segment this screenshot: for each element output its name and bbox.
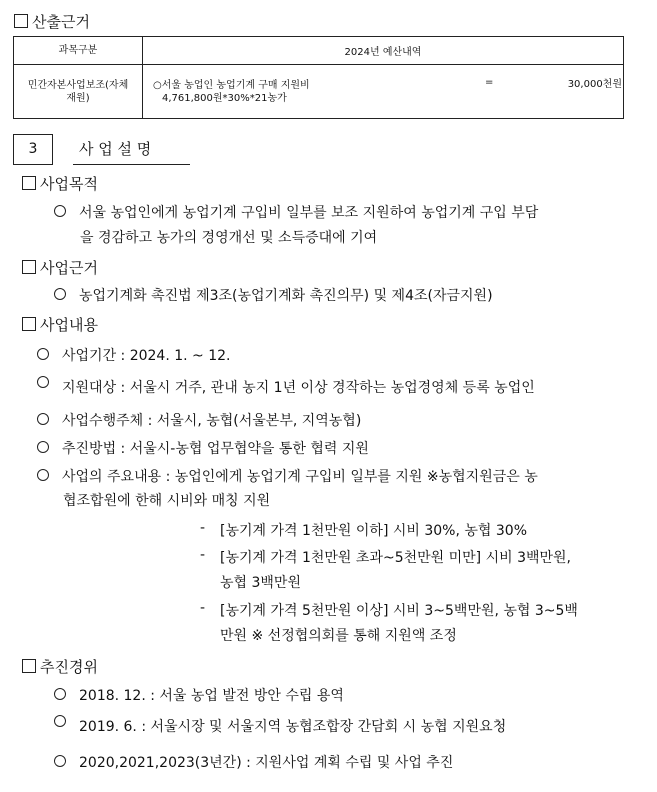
row-category-line1: 민간자본사업보조(자체 [27,79,129,91]
circle-bullet-icon [54,715,66,727]
method-text: 추진방법 : 서울시-농협 업무협약을 통한 협력 지원 [62,441,369,457]
tier-dash: - [200,600,206,616]
circle-bullet-icon [37,348,49,360]
history-item-text: 2019. 6. : 서울시장 및 서울지역 농협조합장 간담회 시 농협 지원요청 [79,719,507,735]
tier-line1: [농기계 가격 5천만원 이상] 시비 3~5백만원, 농협 3~5백 [220,603,578,619]
row-category-line2: 재원) [66,92,90,104]
content-main [37,466,538,486]
circle-bullet-icon [54,205,66,217]
budget-table [13,36,624,119]
header-category: 과목구분 [14,37,143,65]
checkbox-square-icon [22,176,36,190]
basis-section-heading [22,257,98,278]
history-heading-label: 추진경위 [40,658,98,676]
row-category [14,65,143,119]
tier-line1: [농기계 가격 1천만원 초과~5천만원 미만] 시비 3백만원, [220,550,572,566]
tier-line1: [농기계 가격 1천만원 이하] 시비 30%, 농협 30% [220,523,528,539]
table-row [14,65,624,119]
tier-line2: 농협 3백만원 [220,575,301,591]
checkbox-square-icon [22,659,36,673]
legal-basis-text: 농업기계화 촉진법 제3조(농업기계화 촉진의무) 및 제4조(자금지원) [79,288,493,304]
checkbox-square-icon [22,317,36,331]
content-heading-label: 사업내용 [40,316,98,334]
row-item: ○서울 농업인 농업기계 구매 지원비 [153,80,310,91]
section-title: 사 업 설 명 [79,140,152,158]
purpose-text-line1: 서울 농업인에게 농업기계 구입비 일부를 보조 지원하여 농업기계 구입 부담 [79,205,539,221]
row-detail [143,65,624,119]
circle-bullet-icon [37,413,49,425]
tier-line2: 만원 ※ 선정협의회를 통해 지원액 조정 [220,628,457,644]
history-item [54,752,453,772]
purpose-heading [22,173,98,194]
content-method [37,438,369,458]
basis-heading [14,11,90,32]
section-number-box: 3 [13,134,53,165]
row-formula: 4,761,800원*30%*21농가 [162,93,287,104]
main-text-line1: 사업의 주요내용 : 농업인에게 농업기계 구입비 일부를 지원 ※농협지원금은 농 [62,469,538,485]
table-header-row [14,37,624,65]
history-item [54,715,506,736]
legal-basis-bullet [54,285,493,305]
basis-title: 산출근거 [32,13,90,31]
section-title-underline [73,164,190,165]
circle-bullet-icon [37,469,49,481]
purpose-heading-label: 사업목적 [40,175,98,193]
period-text: 사업기간 : 2024. 1. ~ 12. [62,348,231,364]
circle-bullet-icon [37,441,49,453]
checkbox-square-icon [22,260,36,274]
executor-text: 사업수행주체 : 서울시, 농협(서울본부, 지역농협) [62,413,362,429]
circle-bullet-icon [54,288,66,300]
row-equals: = [485,77,494,88]
content-period [37,345,231,365]
circle-bullet-icon [37,376,49,388]
tier-dash: - [200,520,206,536]
content-target [37,376,535,397]
legal-basis-heading: 사업근거 [40,259,98,277]
history-item [54,685,344,705]
main-text-line2: 협조합원에 한해 시비와 매칭 지원 [63,493,271,509]
row-amount: 30,000천원 [567,79,622,90]
checkbox-square-icon [14,14,28,28]
history-item-text: 2020,2021,2023(3년간) : 지원사업 계획 수립 및 사업 추진 [79,755,454,771]
tier-dash: - [200,547,206,563]
purpose-text-line2: 을 경감하고 농가의 경영개선 및 소득증대에 기여 [80,230,378,246]
history-heading [22,656,98,677]
circle-bullet-icon [54,688,66,700]
content-heading [22,314,98,335]
history-item-text: 2018. 12. : 서울 농업 발전 방안 수립 용역 [79,688,344,704]
header-detail: 2024년 예산내역 [143,37,624,65]
content-executor [37,410,361,430]
target-text: 지원대상 : 서울시 거주, 관내 농지 1년 이상 경작하는 농업경영체 등록 농업인 [62,380,535,396]
purpose-bullet [54,202,538,222]
circle-bullet-icon [54,755,66,767]
